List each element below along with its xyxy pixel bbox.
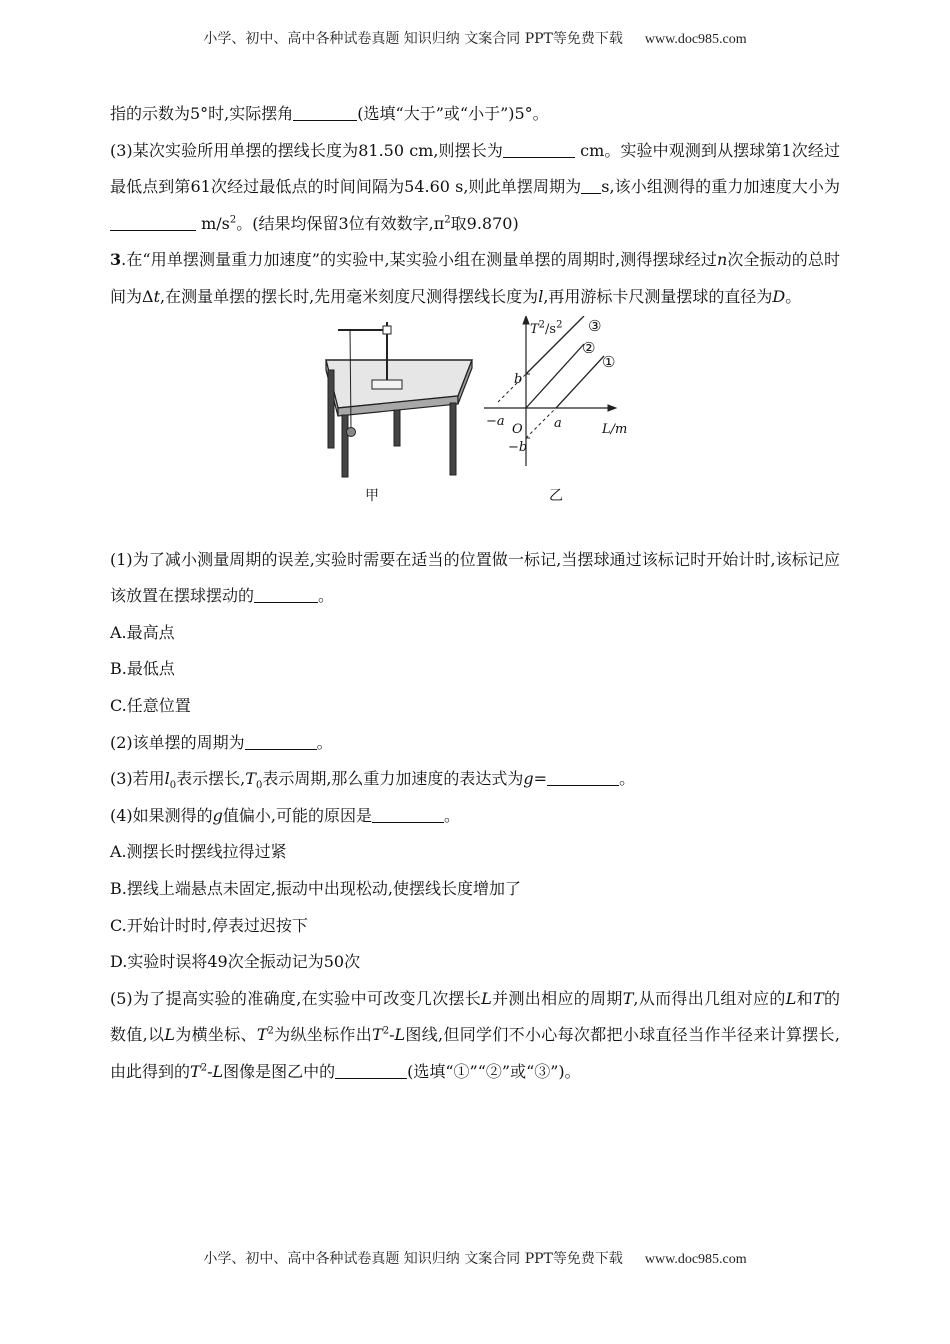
var-n: n <box>716 250 728 270</box>
q2-line1 <box>110 96 840 133</box>
y-axis-label: $T^2/s^2$ <box>530 319 563 337</box>
subscript: 0 <box>169 780 177 792</box>
var-t: t <box>153 286 160 306</box>
header-text: 小学、初中、高中各种试卷真题 知识归纳 文案合同 PPT等免费下载 <box>203 31 623 47</box>
q2-p3-text-e: 。(结果均保留3位有效数字,π <box>236 213 445 233</box>
label-neg-b: −b <box>508 439 528 455</box>
var-T0: T <box>245 769 256 789</box>
q3-p4-text-b: 值偏小,可能的原因是 <box>222 805 373 825</box>
answer-blank[interactable] <box>110 212 196 231</box>
superscript: 2 <box>267 1025 274 1037</box>
q3-p5-text: (5)为了提高实验的准确度,在实验中可改变几次摆长 <box>110 988 482 1008</box>
q3-stem <box>110 242 840 315</box>
caption-jia: 甲 <box>365 487 379 504</box>
q3-p4-text-a: (4)如果测得的 <box>110 805 213 825</box>
header-url[interactable]: www.doc985.com <box>644 32 747 47</box>
answer-blank[interactable] <box>372 804 444 823</box>
q3-p5-text: 并测出相应的周期 <box>491 988 623 1008</box>
q3-part1 <box>110 542 840 615</box>
q3-stem-e: 。 <box>785 286 802 306</box>
q3-p5-text: 图线,但同学们不小心每次都把小球直径当作半径来计算摆长,由此得到的 <box>110 1025 840 1081</box>
var-T: T <box>190 1061 201 1081</box>
var-T: T <box>812 988 824 1008</box>
var-g: g <box>523 769 534 789</box>
superscript: 2 <box>229 214 237 226</box>
q2-p3-text-c: s,该小组测得的重力加速度大小为 <box>601 177 840 197</box>
q3-stem-b: 次全振动的总时间为Δ <box>110 250 840 306</box>
q2-line1-text: 指的示数为5°时,实际摆角 <box>110 104 294 123</box>
q3-p5-text: ,从而得出几组对应的 <box>633 988 786 1008</box>
figure <box>110 316 840 542</box>
option-a: A.最高点 <box>110 622 175 642</box>
q2-p3-unit: m/s <box>196 213 230 233</box>
line-1 <box>556 356 604 408</box>
q3-p5-text: 为纵坐标作出 <box>273 1025 373 1045</box>
line-1-extension <box>526 408 556 438</box>
q3-p4-end: 。 <box>444 805 461 825</box>
q3-stem-a: .在“用单摆测量重力加速度”的实验中,某实验小组在测量单摆的周期时,测得摆球经过 <box>121 250 717 270</box>
q2-p3-text-b: cm。实验中观测到从摆球第1次经过最低点到第61次经过最低点的时间间隔为54.60 s,则此单摆周期为 <box>110 140 841 197</box>
var-L: L <box>212 1061 224 1081</box>
figure-illustrations <box>110 316 840 542</box>
equals-sign: = <box>533 769 548 789</box>
var-g: g <box>212 805 223 825</box>
var-L: L <box>394 1025 406 1045</box>
q3-p5-end: (选填“①”“②”或“③”)。 <box>407 1061 581 1081</box>
label-origin: O <box>512 421 523 437</box>
q2-p3-text-a: (3)某次实验所用单摆的摆线长度为81.50 cm,则摆长为 <box>110 140 503 160</box>
q3-p3-text-b: 表示摆长, <box>176 769 246 789</box>
answer-blank[interactable] <box>254 584 318 603</box>
subscript: 0 <box>255 780 263 792</box>
q3-part4 <box>110 798 840 835</box>
footer-url[interactable]: www.doc985.com <box>644 1252 747 1267</box>
line-label-3: ③ <box>588 316 602 335</box>
q3-p2-text: (2)该单摆的周期为 <box>110 732 245 752</box>
option-d: D.实验时误将49次全振动记为50次 <box>110 952 361 972</box>
y-arrow <box>523 316 529 324</box>
var-L: L <box>785 988 797 1008</box>
page-header <box>0 28 950 48</box>
q3-p1-end: 。 <box>318 586 335 606</box>
option-c: C.开始计时时,停表过迟按下 <box>110 915 308 935</box>
label-neg-a: −a <box>486 413 505 429</box>
q3-stem-d: ,再用游标卡尺测量摆球的直径为 <box>543 286 773 306</box>
superscript: 2 <box>200 1062 208 1074</box>
answer-blank[interactable] <box>335 1060 407 1079</box>
answer-blank[interactable] <box>293 102 357 121</box>
q3-part3 <box>110 761 840 798</box>
var-T: T <box>622 988 634 1008</box>
x-axis-label: L/m <box>602 421 628 437</box>
var-T: T <box>256 1025 268 1045</box>
q3-p5-text: 和 <box>796 988 813 1008</box>
q3-p3-text-a: (3)若用 <box>110 769 165 789</box>
q3-part2 <box>110 725 840 762</box>
q3-part5 <box>110 981 840 1091</box>
hyphen: - <box>389 1025 395 1045</box>
footer-text: 小学、初中、高中各种试卷真题 知识归纳 文案合同 PPT等免费下载 <box>203 1251 623 1267</box>
answer-blank[interactable] <box>581 175 601 194</box>
option-b: B.摆线上端悬点未固定,振动中出现松动,使摆线长度增加了 <box>110 878 522 898</box>
q3-p3-text-c: 表示周期,那么重力加速度的表达式为 <box>262 769 524 789</box>
option-a: A.测摆长时摆线拉得过紧 <box>110 842 287 862</box>
q3-p5-text: 图像是图乙中的 <box>223 1061 336 1081</box>
hyphen: - <box>207 1061 213 1081</box>
var-L: L <box>164 1025 175 1045</box>
var-l: l <box>538 286 544 306</box>
superscript: 2 <box>444 214 451 226</box>
q2-line1-tail: (选填“大于”或“小于”)5°。 <box>357 104 549 123</box>
option-b: B.最低点 <box>110 659 175 679</box>
line-label-2: ② <box>582 338 596 357</box>
question-number: 3 <box>110 250 122 270</box>
label-b: b <box>514 371 523 387</box>
x-arrow <box>608 405 616 411</box>
answer-blank[interactable] <box>503 139 575 158</box>
page-footer <box>0 1248 950 1268</box>
q2-part3 <box>110 133 840 243</box>
answer-blank[interactable] <box>245 731 317 750</box>
q3-stem-c: ,在测量单摆的摆长时,先用毫米刻度尺测得摆线长度为 <box>160 286 539 306</box>
q3-p5-text: 为横坐标、 <box>174 1025 257 1045</box>
var-L: L <box>481 988 492 1008</box>
var-T: T <box>372 1025 383 1045</box>
option-c: C.任意位置 <box>110 695 191 715</box>
answer-blank[interactable] <box>547 767 619 786</box>
line-2 <box>526 344 584 408</box>
q2-p3-text-f: 取9.870) <box>450 213 519 233</box>
q3-p2-end: 。 <box>316 732 333 752</box>
caption-yi: 乙 <box>549 487 563 504</box>
q3-p5-text: 的数值,以 <box>110 988 840 1045</box>
document-body <box>110 96 840 1090</box>
q3-p3-end: 。 <box>619 769 636 789</box>
line-label-1: ① <box>602 352 616 371</box>
q3-p1-text: (1)为了减小测量周期的误差,实验时需要在适当的位置做一标记,当摆球通过该标记时开始计时,该标记应该放置在摆球摆动的 <box>110 549 840 606</box>
var-l0: l <box>164 769 170 789</box>
label-a: a <box>554 415 562 431</box>
pendulum-table-illustration <box>326 322 472 477</box>
var-D: D <box>772 286 786 306</box>
superscript: 2 <box>382 1025 390 1037</box>
